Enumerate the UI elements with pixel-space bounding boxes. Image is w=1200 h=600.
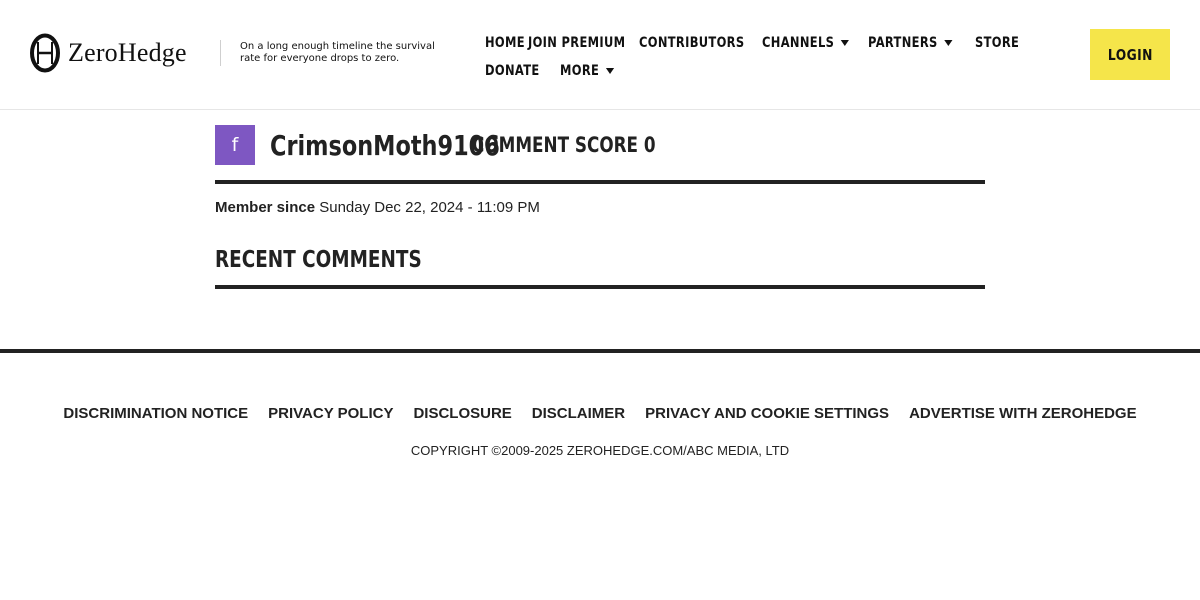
nav-item-join-premium[interactable]	[528, 35, 625, 51]
nav-item-label: HOME	[485, 35, 525, 51]
zerohedge-logo-icon	[30, 33, 60, 73]
recent-comments-heading: RECENT COMMENTS	[215, 247, 422, 273]
comment-score: COMMENT SCORE 0	[472, 133, 656, 157]
nav-item-label: PARTNERS	[868, 35, 938, 51]
site-logo[interactable]	[30, 33, 187, 73]
nav-item-store[interactable]	[975, 35, 1019, 51]
footer-link-cookie-settings[interactable]: PRIVACY AND COOKIE SETTINGS	[645, 405, 890, 422]
chevron-down-icon	[944, 40, 952, 46]
footer-divider	[0, 349, 1200, 353]
footer-link-privacy-policy[interactable]: PRIVACY POLICY	[268, 405, 394, 422]
avatar: f	[215, 125, 255, 165]
nav-item-label: JOIN PREMIUM	[527, 35, 626, 51]
footer-link-advertise[interactable]: ADVERTISE WITH ZEROHEDGE	[909, 405, 1137, 422]
nav-item-label: CHANNELS	[762, 35, 835, 51]
footer-links	[0, 405, 1200, 422]
nav-item-home[interactable]	[485, 35, 525, 51]
footer-link-disclaimer[interactable]: DISCLAIMER	[531, 405, 626, 422]
copyright-text: COPYRIGHT ©2009-2025 ZEROHEDGE.COM/ABC MEDIA, LTD	[410, 443, 790, 458]
nav-row-secondary	[485, 60, 1055, 82]
chevron-down-icon	[841, 40, 849, 46]
profile-username: CrimsonMoth9106	[270, 128, 500, 162]
nav-item-label: MORE	[559, 63, 599, 79]
site-tagline: On a long enough timeline the survival rate for everyone drops to zero.	[240, 41, 435, 64]
nav-item-donate[interactable]	[485, 63, 540, 79]
nav-item-more[interactable]	[560, 63, 614, 79]
chevron-down-icon	[605, 68, 613, 74]
member-since-label: Member since	[215, 199, 316, 216]
nav-item-partners[interactable]	[868, 35, 952, 51]
main-nav	[485, 32, 1055, 88]
nav-row-primary	[485, 32, 1055, 54]
nav-item-label: CONTRIBUTORS	[639, 35, 745, 51]
section-divider	[215, 180, 985, 184]
member-since	[215, 199, 540, 216]
member-since-value: Sunday Dec 22, 2024 - 11:09 PM	[319, 199, 540, 216]
logo-wordmark: ZeroHedge	[68, 38, 187, 67]
login-button-label: LOGIN	[1107, 45, 1153, 64]
nav-item-channels[interactable]	[762, 35, 849, 51]
login-button[interactable]	[1090, 29, 1170, 80]
footer-link-disclosure[interactable]: DISCLOSURE	[413, 405, 512, 422]
logo-divider	[220, 40, 221, 66]
nav-item-label: STORE	[974, 35, 1020, 51]
profile-header	[215, 125, 985, 165]
nav-item-label: DONATE	[485, 63, 540, 79]
nav-item-contributors[interactable]	[639, 35, 744, 51]
site-header	[0, 0, 1200, 110]
section-divider	[215, 285, 985, 289]
footer-link-discrimination-notice[interactable]: DISCRIMINATION NOTICE	[63, 405, 249, 422]
